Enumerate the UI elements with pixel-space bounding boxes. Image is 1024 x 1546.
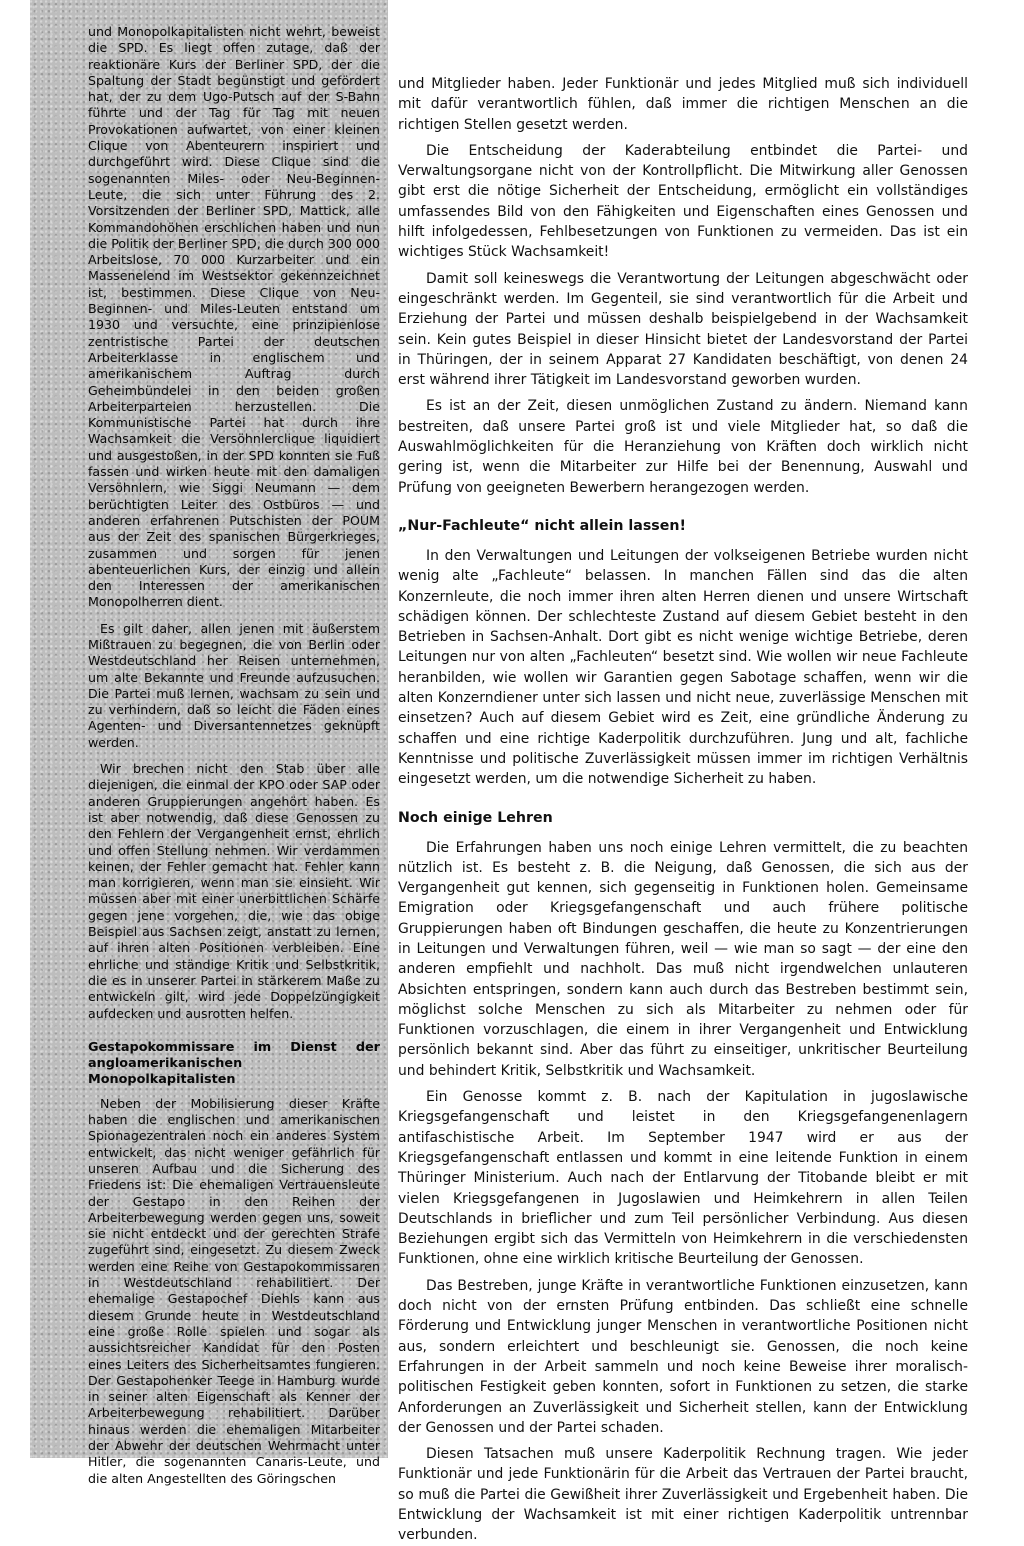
section-heading-fachleute: „Nur-Fachleute“ nicht allein lassen! — [398, 517, 686, 534]
right-paragraph: und Mitglieder haben. Jeder Funktionär und jedes Mitglied muß sich individuell mit dafür verantwortlich fühlen, daß immer die richtigen Menschen an die richtigen Stellen gesetzt werden. — [398, 76, 968, 133]
right-paragraph: In den Verwaltungen und Leitungen der volkseigenen Betriebe wurden nicht wenig alte „Fachleute“ belassen. In manchen Fällen sind das die alten Konzernleute, die noch immer ihren alten Herren dienen und unsere Wirtschaft schädigen können. Der schlechteste Zustand auf diesem Gebiet besteht in den Betrieben in Sachsen-Anhalt. Dort gibt es nicht wenige wichtige Betriebe, deren Leitungen nur von alten „Fachleuten“ besetzt sind. Wie wollen wir neue Fachleute heranbilden, wie wollen wir Garantien gegen Sabotage schaffen, wenn wir die alten Konzerndiener unter sich lassen und nicht neue, zuverlässige Menschen mit einsetzen? Auch auf diesem Gebiet wird es Zeit, eine gründliche Änderung zu schaffen und eine richtige Kaderpolitik durchzuführen. Jung und alt, fachliche Kenntnisse und politische Zuverlässigkeit müssen immer im richtigen Verhältnis eingesetzt werden, um die notwendige Sicherheit zu haben. — [398, 547, 968, 788]
right-paragraph: Das Bestreben, junge Kräfte in verantwortliche Funktionen einzusetzen, kann doch nicht von der ernsten Prüfung entbinden. Das schließt eine schnelle Förderung und Entwicklung junger Menschen in verantwortliche Positionen nicht aus, sondern erleichtert und beschleunigt sie. Genossen, die noch keine Erfahrungen in der Arbeit sammeln und noch keine Beweise ihrer moralisch-politischen Festigkeit geben konnten, sofort in Funktionen zu setzen, die starke Anforderungen an Zuverlässigkeit und Sicherheit stellen, kann der Entwicklung der Genossen und der Partei schaden. — [398, 1277, 968, 1436]
left-paragraph: Neben der Mobilisierung dieser Kräfte haben die englischen und amerikanischen Spionagezentralen noch ein anderes System entwickelt, das nicht weniger gefährlich für unseren Aufbau und die Sicherung des Friedens ist: Die ehemaligen Vertrauensleute der Gestapo in den Reihen der Arbeiterbewegung werden gegen uns, soweit sie nicht entdeckt und der gerechten Strafe zugeführt sind, eingesetzt. Zu diesem Zweck werden eine Reihe von Gestapokommissaren in Westdeutschland rehabilitiert. Der ehemalige Gestapochef Diehls kann aus diesem Grunde heute in Westdeutschland eine große Rolle spielen und sogar als aussichtsreicher Kandidat für den Posten eines Leiters des Sicherheitsamtes fungieren. Der Gestapohenker Teege in Hamburg wurde in seiner alten Eigenschaft als Kenner der Arbeiterbewegung rehabilitiert. Darüber hinaus werden die ehemaligen Mitarbeiter der Abwehr der deutschen Wehrmacht unter Hitler, die sogenannten Canaris-Leute, und die alten Angestellten des Göringschen — [88, 1095, 380, 1486]
section-heading-lehren: Noch einige Lehren — [398, 809, 553, 826]
right-paragraph: Die Entscheidung der Kaderabteilung entbindet die Partei- und Verwaltungsorgane nicht von der Kontrollpflicht. Die Mitwirkung aller Genossen gibt erst die nötige Sicherheit der Entscheidung, ermöglicht ein vollständiges umfassendes Bild von den Fähigkeiten und Eigenschaften eines Genossen und hilft infolgedessen, Fehlbesetzungen von Funktionen zu vermeiden. Das ist ein wichtiges Stück Wachsamkeit! — [398, 142, 968, 261]
right-paragraph: Damit soll keineswegs die Verantwortung der Leitungen abgeschwächt oder eingeschränkt werden. Im Gegenteil, sie sind verantwortlich für die Arbeit und Erziehung der Partei und müssen deshalb beispielgebend in der Wachsamkeit sein. Kein gutes Beispiel in dieser Hinsicht bietet der Landesvorstand der Partei in Thüringen, der in seinem Apparat 27 Kandidaten beschäftigt, von denen 24 erst während ihrer Tätigkeit im Landesvorstand geworben wurden. — [398, 270, 968, 389]
right-paragraph: Diesen Tatsachen muß unsere Kaderpolitik Rechnung tragen. Wie jeder Funktionär und jede Funktionärin für die Arbeit das Vertrauen der Partei braucht, so muß die Partei die Gewißheit ihrer Zuverlässigkeit und Ergebenheit haben. Die Entwicklung der Wachsamkeit ist mit einer richtigen Kaderpolitik untrennbar verbunden. — [398, 1446, 968, 1544]
right-column-text — [398, 74, 968, 1546]
left-paragraph: Wir brechen nicht den Stab über alle diejenigen, die einmal der KPO oder SAP oder anderen Gruppierungen angehört haben. Es ist aber notwendig, daß diese Genossen zu den Fehlern der Vergangenheit ernst, ehrlich und offen Stellung nehmen. Wir verdammen keinen, der Fehler gemacht hat. Fehler kann man korrigieren, wenn man sie einsieht. Wir müssen aber mit einer unerbittlichen Schärfe gegen jene vorgehen, die, wie das obige Beispiel aus Sachsen zeigt, anstatt zu lernen, auf ihren alten Positionen verbleiben. Eine ehrliche und ständige Kritik und Selbstkritik, die es in unserer Partei in stärkerem Maße zu entwickeln gilt, wird jede Doppelzüngigkeit aufdecken und ausrotten helfen. — [88, 761, 380, 1021]
right-paragraph: Ein Genosse kommt z. B. nach der Kapitulation in jugoslawische Kriegsgefangenschaft und leistet in den Kriegsgefangenenlagern antifaschistische Arbeit. Im September 1947 wird er aus der Kriegsgefangenschaft entlassen und kommt in eine leitende Funktion in einem Thüringer Ministerium. Auch nach der Entlarvung der Titobande bleibt er mit vielen Kriegsgefangenen in Jugoslawien und Heimkehrern in allen Teilen Deutschlands in brieflicher und zum Teil persönlicher Verbindung. Aus diesen Beziehungen ergibt sich das Vermitteln von Heimkehrern in die verschiedensten Funktionen, ohne eine wirklich kritische Beurteilung der Genossen. — [398, 1089, 968, 1268]
left-paragraph: Es gilt daher, allen jenen mit äußerstem Mißtrauen zu begegnen, die von Berlin oder Westdeutschland her Reisen unternehmen, um alte Bekannte und Freunde aufzusuchen. Die Partei muß lernen, wachsam zu sein und zu verhindern, daß so leicht die Fäden eines Agenten- und Diversantennetzes geknüpft werden. — [88, 620, 380, 750]
right-paragraph: Es ist an der Zeit, diesen unmöglichen Zustand zu ändern. Niemand kann bestreiten, daß unsere Partei groß ist und viele Mitglieder hat, so daß die Auswahlmöglichkeiten für die Heranziehung von Kräften doch wirklich nicht gering ist, wenn die Mitarbeiter zur Hilfe bei der Benennung, Auswahl und Prüfung von geeigneten Bewerbern herangezogen werden. — [398, 398, 968, 496]
left-column-clipping — [30, 0, 388, 1486]
right-paragraph: Die Erfahrungen haben uns noch einige Lehren vermittelt, die zu beachten nützlich ist. Es besteht z. B. die Neigung, daß Genossen, die sich aus der Vergangenheit gut kennen, sich gegenseitig in Funktionen holen. Gemeinsame Emigration oder Kriegsgefangenschaft und auch frühere politische Gruppierungen haben oft Bindungen geschaffen, die heute zu Konzentrierungen in Leitungen und Verwaltungen führen, weil — wie man so sagt — der eine den anderen empfiehlt und nachholt. Das muß nicht irgendwelchen unlauteren Absichten entspringen, sondern kann auch durch das Bestreben bestimmt sein, möglichst solche Menschen zu sich als Mitarbeiter zu nehmen oder für Funktionen vorzuschlagen, die einem in ihrer Vergangenheit und Entwicklung persönlich bekannt sind. Aber das führt zu einseitiger, unkritischer Beurteilung und behindert Kritik, Selbstkritik und Wachsamkeit. — [398, 839, 968, 1079]
left-column-text — [88, 24, 380, 1487]
left-section-heading: Gestapokommissare im Dienst der angloamerikanischen Monopolkapitalisten — [88, 1039, 380, 1087]
left-paragraph: und Monopolkapitalisten nicht wehrt, beweist die SPD. Es liegt offen zutage, daß der reaktionäre Kurs der Berliner SPD, der die Spaltung der Stadt begünstigt und gefördert hat, der zu dem Ugo-Putsch auf der S-Bahn führte und der Tag für Tag mit neuen Provokationen aufwartet, von einer kleinen Clique von Abenteurern inspiriert und durchgeführt wird. Diese Clique sind die sogenannten Miles- oder Neu-Beginnen-Leute, die sich unter Führung des 2. Vorsitzenden der Berliner SPD, Mattick, alle Kommandohöhen erschlichen haben und nun die Politik der Berliner SPD, die durch 300 000 Arbeitslose, 70 000 Kurzarbeiter und ein Massenelend im Westsektor gekennzeichnet ist, bestimmen. Diese Clique von Neu-Beginnen- und Miles-Leuten entstand um 1930 und versuchte, eine prinzipienlose zentristische Partei der deutschen Arbeiterklasse in englischem und amerikanischem Auftrag durch Geheimbündelei in den beiden großen Arbeiterparteien herzustellen. Die Kommunistische Partei hat durch ihre Wachsamkeit die Versöhnlerclique liquidiert und ausgestoßen, in der SPD konnten sie Fuß fassen und wirken heute mit den damaligen Versöhnlern, wie Siggi Neumann — dem berüchtigten Leiter des Ostbüros — und anderen erfahrenen Putschisten der POUM aus der Zeit des spanischen Bürgerkrieges, zusammen und sorgen für jenen abenteuerlichen Kurs, der einzig und allein den Interessen der amerikanischen Monopolherren dient. — [88, 24, 380, 610]
